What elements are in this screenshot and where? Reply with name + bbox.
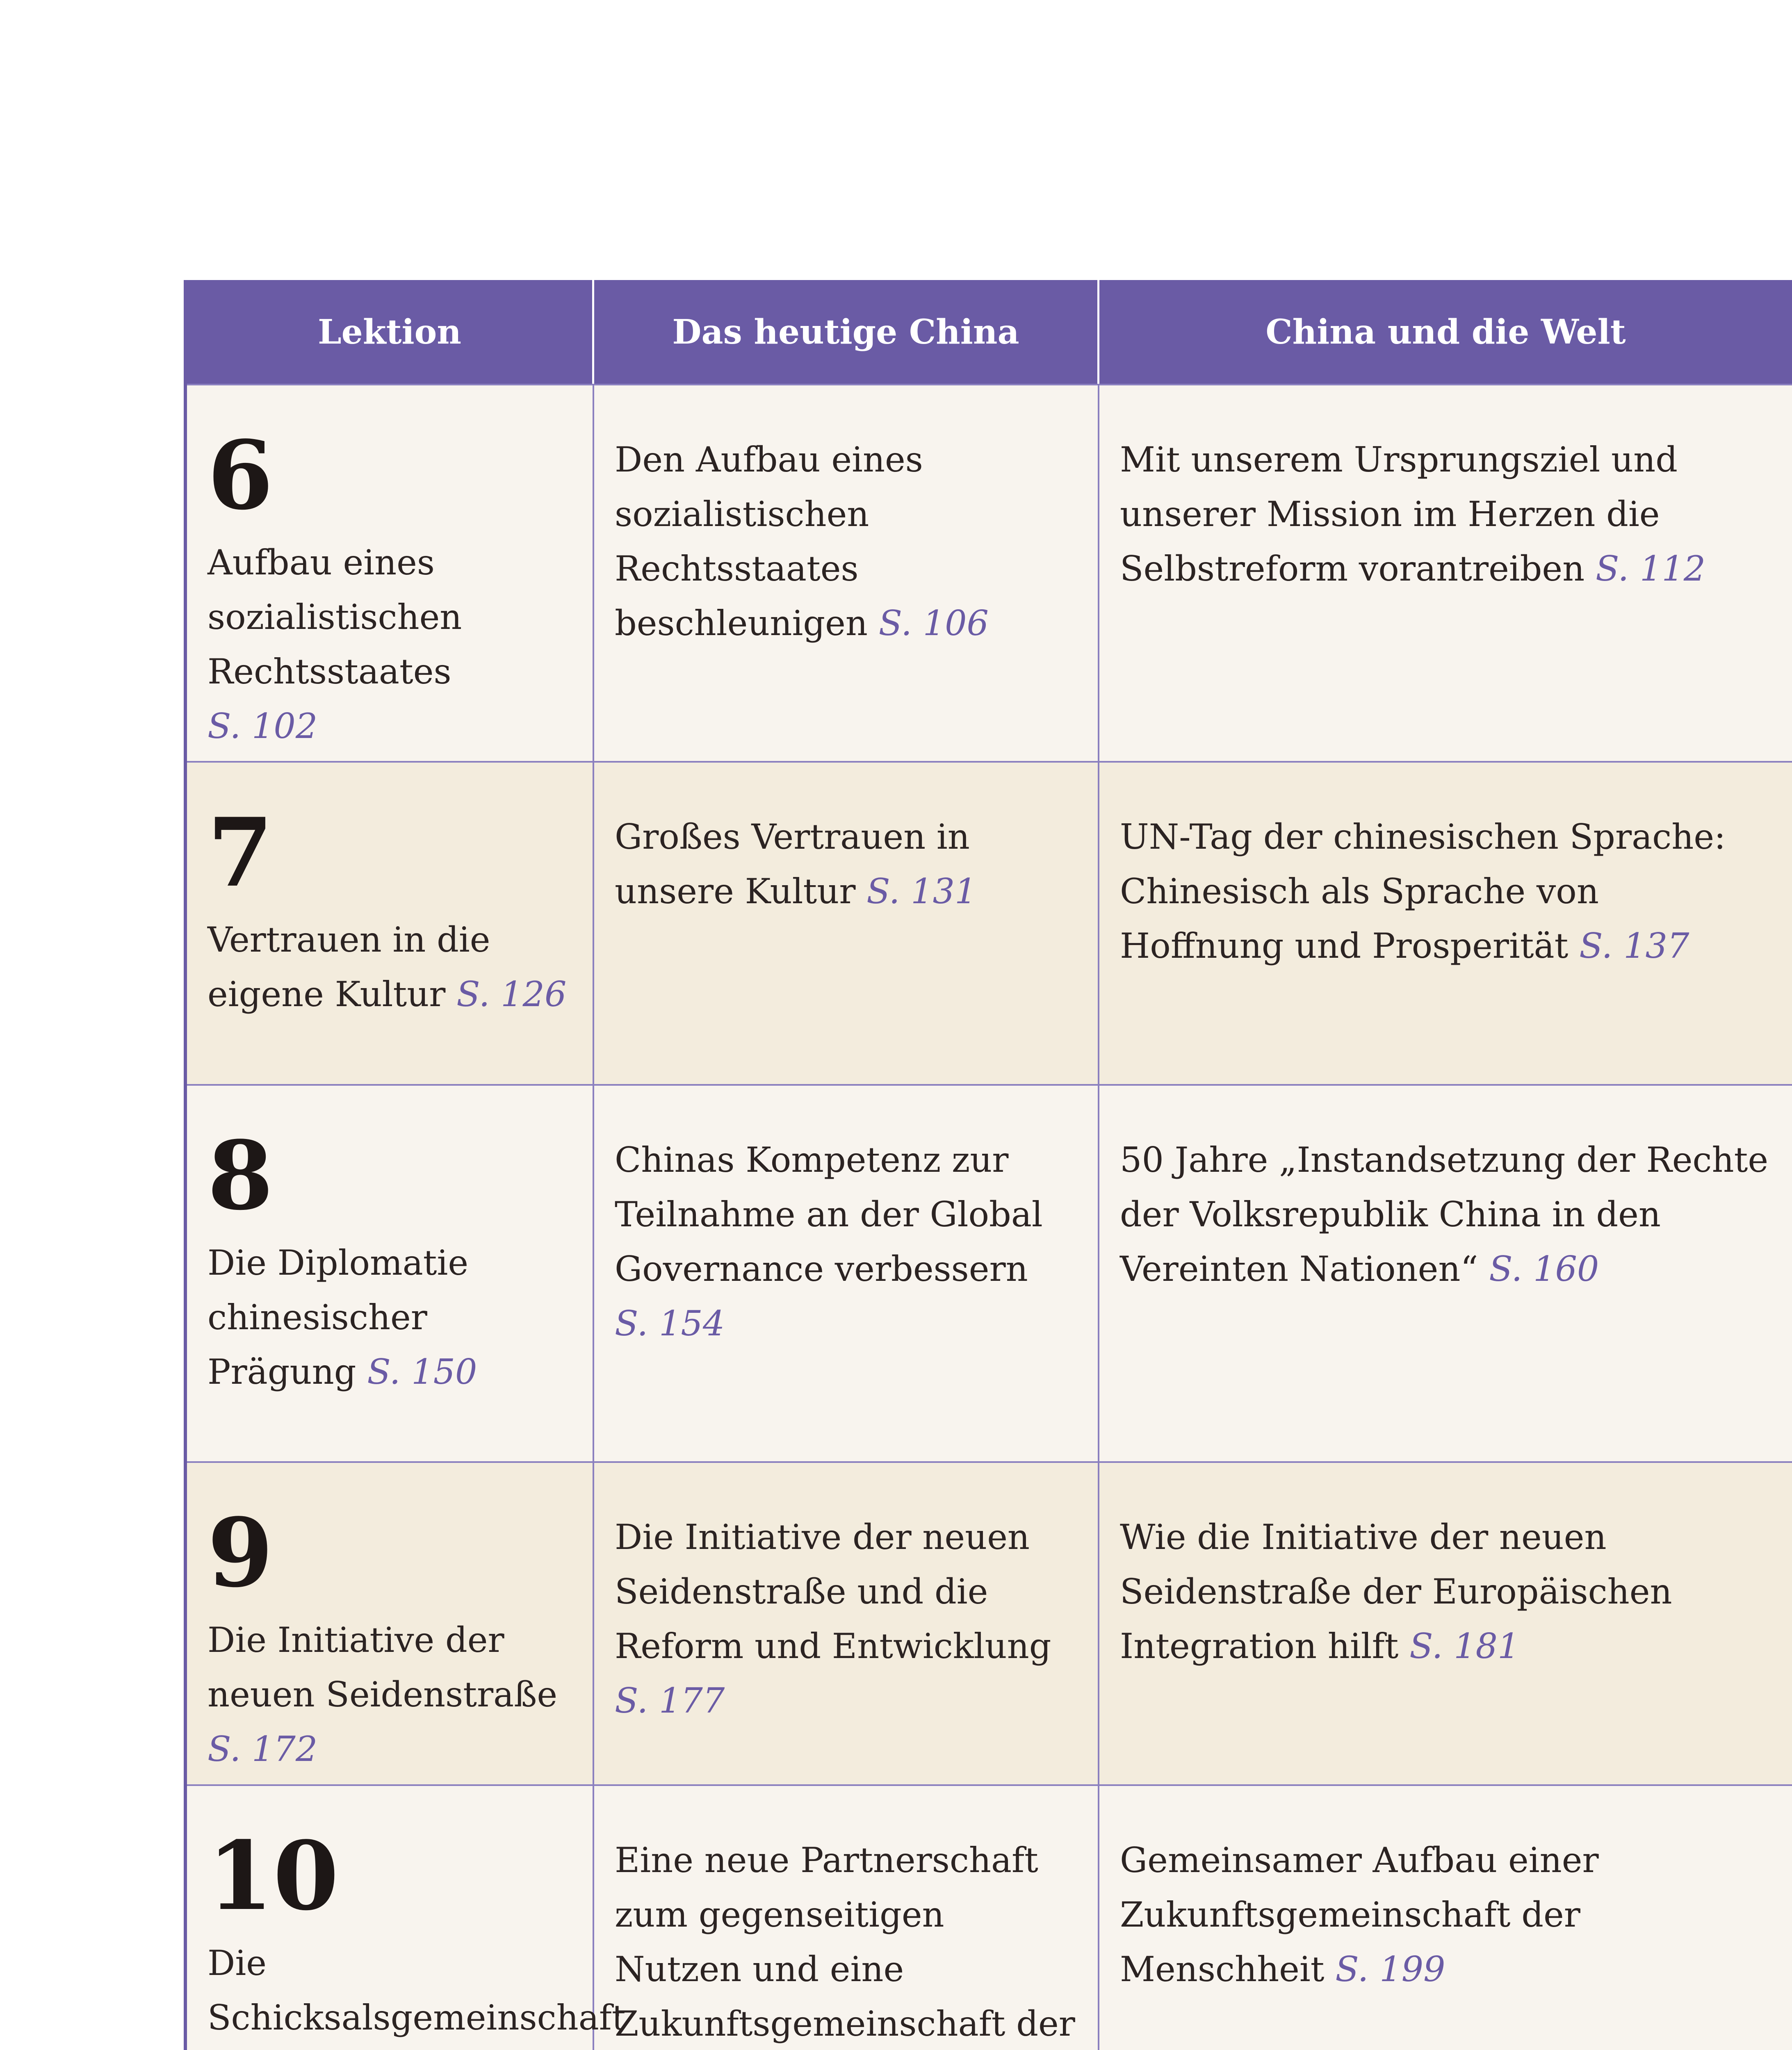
page-link[interactable]: S. 102 [207,706,318,746]
lesson-title: Die Schicksalsgemeinschaft [207,1943,626,2038]
world-title: Wie die Initiative der neuen Seidenstraße der Europäischen Integration hilft [1120,1517,1672,1666]
today-title: Die Initiative der neuen Seidenstraße und die Reform und Entwicklung [615,1517,1051,1666]
lesson-number: 7 [207,797,274,908]
page-link[interactable]: S. 126 [456,974,567,1014]
today-cell [594,763,1099,1084]
header-lektion: Lektion [187,280,594,384]
today-cell [594,1086,1099,1461]
table-row [187,384,1792,761]
lesson-cell [187,1463,594,1784]
page-link[interactable]: S. 172 [207,1729,318,1769]
today-title: Chinas Kompetenz zur Teilnahme an der Global Governance verbessern [615,1140,1043,1289]
today-title: Großes Vertrauen in unsere Kultur [615,817,970,911]
world-cell [1099,1786,1792,2050]
world-cell [1099,763,1792,1084]
header-china-und-die-welt: China und die Welt [1265,312,1626,352]
table-row [187,1784,1792,2050]
table-row [187,1084,1792,1461]
page-link[interactable]: S. 131 [866,871,977,911]
page-link[interactable]: S. 177 [615,1681,725,1721]
world-title: Gemeinsamer Aufbau einer Zukunftsgemeinschaft der Menschheit [1120,1840,1599,1989]
lesson-title: Vertrauen in die eigene Kultur [207,920,490,1014]
header-das-heutige-china: Das heutige China [594,280,1099,384]
lesson-cell [187,1786,626,2050]
page-link[interactable]: S. 199 [1335,1949,1445,1989]
world-title: UN-Tag der chinesischen Sprache: Chinesisch als Sprache von Hoffnung und Prosperität [1120,817,1726,966]
table-row [187,1461,1792,1784]
today-title: Eine neue Partnerschaft zum gegenseitigen Nutzen und eine Zukunftsgemeinschaft der [615,1840,1075,2044]
page-link[interactable]: S. 181 [1409,1626,1520,1666]
page-link[interactable]: S. 160 [1489,1249,1599,1289]
today-cell [594,385,1099,761]
today-cell [594,1463,1099,1784]
world-cell [1099,385,1792,761]
page-link[interactable]: S. 112 [1595,549,1706,589]
lesson-cell [187,763,594,1084]
lesson-number: 8 [207,1121,274,1231]
world-title: Mit unserem Ursprungsziel und unserer Mission im Herzen die Selbstreform vorantreiben [1120,440,1678,589]
page-link[interactable]: S. 154 [615,1303,725,1344]
world-cell [1099,1463,1792,1784]
lesson-cell [187,385,594,761]
page-link[interactable]: S. 106 [878,603,989,643]
lesson-number: 6 [207,420,274,531]
toc-table [184,280,1792,2050]
lesson-number: 10 [207,1821,339,1932]
lesson-cell [187,1086,594,1461]
page-link[interactable]: S. 137 [1579,926,1689,966]
lesson-title: Die Initiative der neuen Seidenstraße [207,1620,558,1715]
table-header [187,280,1792,384]
page-link[interactable]: S. 150 [367,1352,477,1392]
world-cell [1099,1086,1792,1461]
lesson-title: Aufbau eines sozialistischen Rechtsstaates [207,542,462,692]
world-title: 50 Jahre „Instandsetzung der Rechte der Volksrepublik China in den Vereinten Nationen“ [1120,1140,1769,1289]
today-cell [594,1786,1099,2050]
lesson-number: 9 [207,1498,274,1608]
lesson-title: Die Diplomatie chinesischer Prägung [207,1243,469,1392]
today-title: Den Aufbau eines sozialistischen Rechtsstaates beschleunigen [615,440,923,643]
table-row [187,761,1792,1084]
